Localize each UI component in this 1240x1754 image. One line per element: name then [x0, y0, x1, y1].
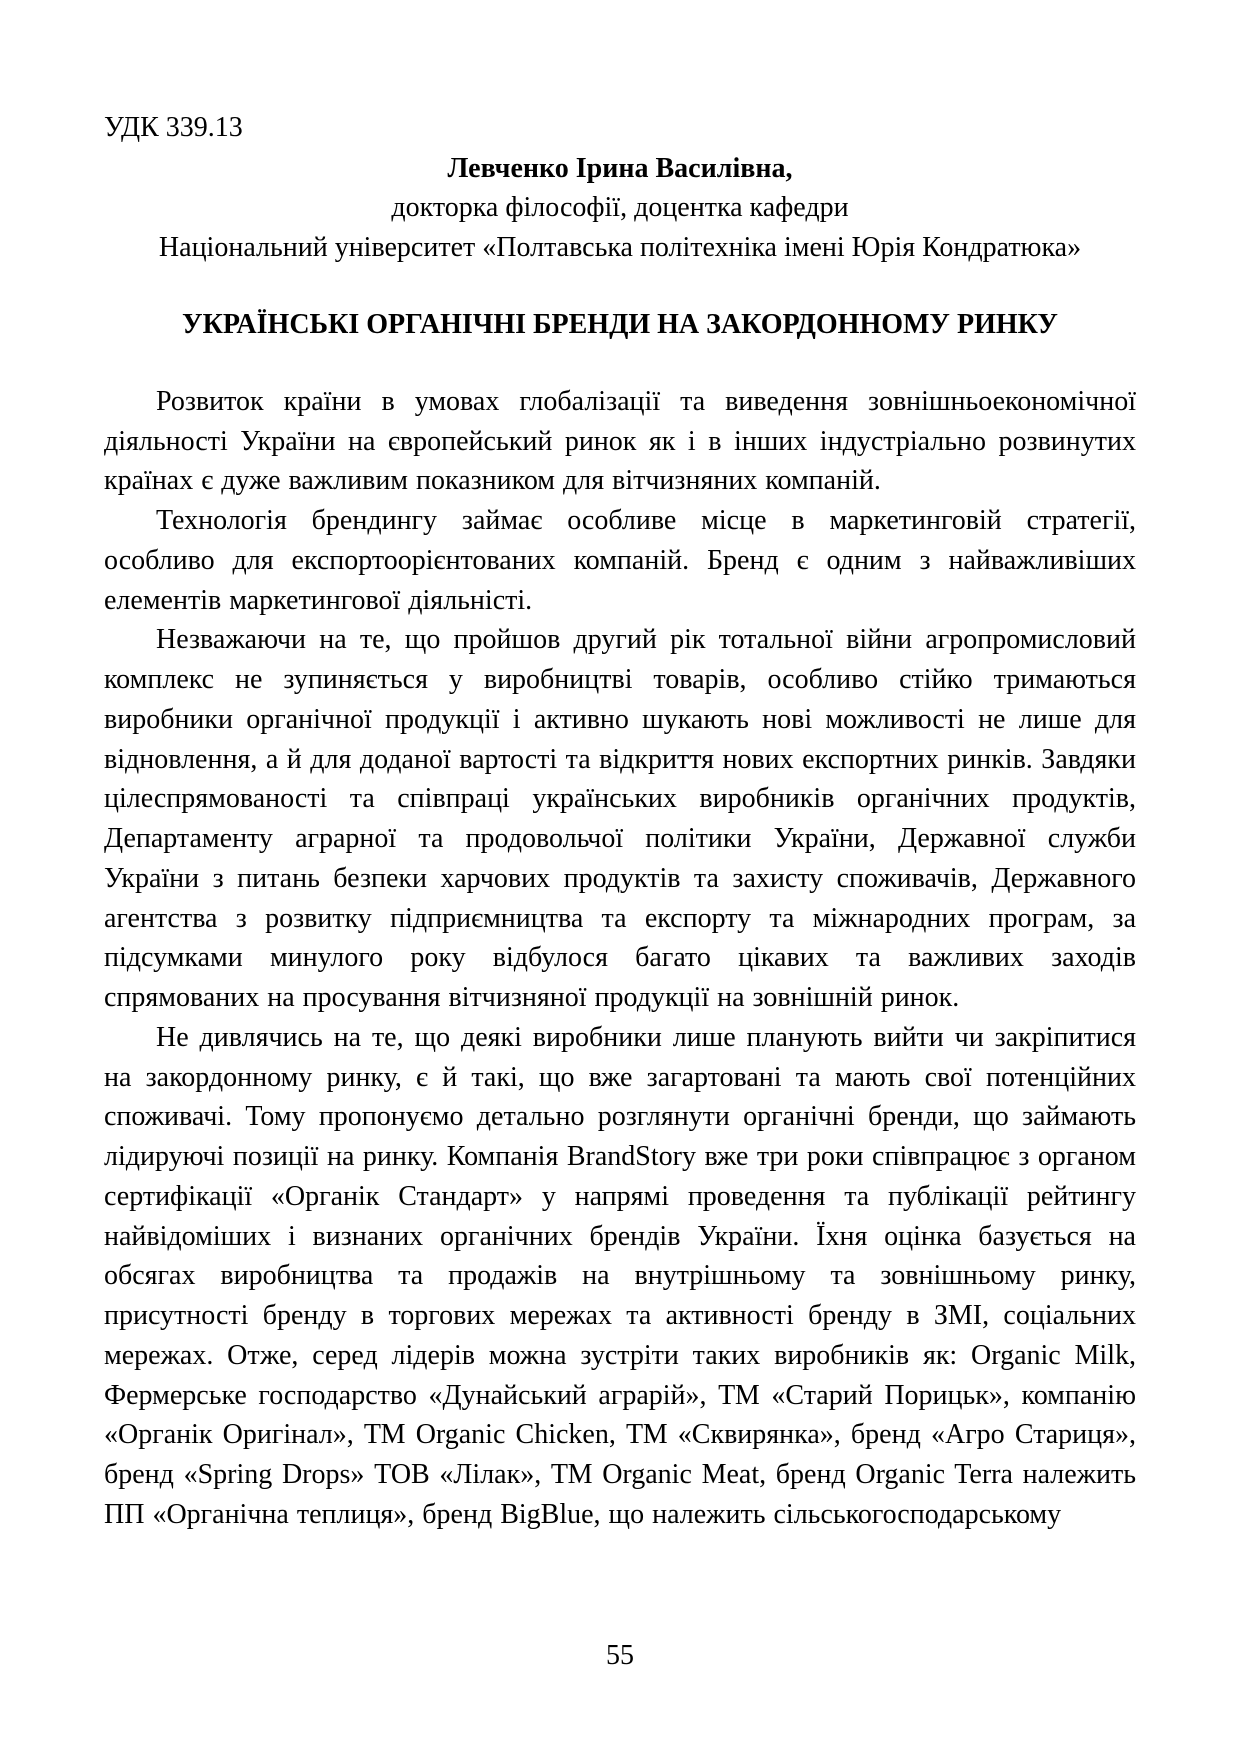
paragraph: Незважаючи на те, що пройшов другий рік тотальної війни агропромисловий комплекс не зупиняється у виробництві товарів, особливо стійко тримаються виробники органічної продукції і активно шукають нові можливості не лише для відновлення, а й для доданої вартості та відкриття нових експортних ринків. Завдяки цілеспрямованості та співпраці українських виробників органічних продуктів, Департаменту аграрної та продовольчої політики України, Державної служби України з питань безпеки харчових продуктів та захисту споживачів, Державного агентства з розвитку підприємництва та експорту та міжнародних програм, за підсумками минулого року відбулося багато цікавих та важливих заходів спрямованих на просування вітчизняної продукції на зовнішній ринок. — [104, 624, 1136, 1014]
author-name: Левченко Ірина Василівна, — [447, 153, 793, 185]
article-body — [104, 382, 1136, 1535]
paragraph: Розвиток країни в умовах глобалізації та виведення зовнішньоекономічної діяльності України на європейський ринок як і в інших індустріально розвинутих країнах є дуже важливим показником для вітчизняних компаній. — [104, 385, 1136, 497]
paragraph: Технологія брендингу займає особливе місце в маркетинговій стратегії, особливо для експортоорієнтованих компаній. Бренд є одним з найважливіших елементів маркетингової діяльністі. — [104, 505, 1136, 616]
author-university-line: Національний університет «Полтавська політехніка імені Юрія Кондратюка» — [158, 231, 1082, 263]
paper-title: УКРАЇНСЬКІ ОРГАНІЧНІ БРЕНДИ НА ЗАКОРДОННОМУ РИНКУ — [182, 308, 1058, 340]
udc-code: УДК 339.13 — [104, 112, 243, 143]
author-degree-line: докторка філософії, доцентка кафедри — [391, 192, 849, 224]
paragraph: Не дивлячись на те, що деякі виробники лише планують вийти чи закріпитися на закордонному ринку, є й такі, що вже загартовані та мають свої потенційних споживачі. Тому пропонуємо детально розглянути органічні бренди, що займають лідируючі позиції на ринку. Компанія BrandStory вже три роки співпрацює з органом сертифікації «Органік Стандарт» у напрямі проведення та публікації рейтингу найвідоміших і визнаних органічних брендів України. Їхня оцінка базується на обсягах виробництва та продажів на внутрішньому та зовнішньому ринку, присутності бренду в торгових мережах та активності бренду в ЗМІ, соціальних мережах. Отже, серед лідерів можна зустріти таких виробників як: Organic Milk, Фермерське господарство «Дунайський аграрій», ТМ «Старий Порицьк», компанію «Органік Оригінал», ТМ Organic Chicken, ТМ «Сквирянка», бренд «Агро Стариця», бренд «Spring Drops» ТОВ «Лілак», ТМ Organic Meat, бренд Organic Terra належить ПП «Органічна теплиця», бренд BigBlue, що належить сільськогосподарському — [104, 1021, 1136, 1530]
page-number: 55 — [606, 1640, 634, 1671]
